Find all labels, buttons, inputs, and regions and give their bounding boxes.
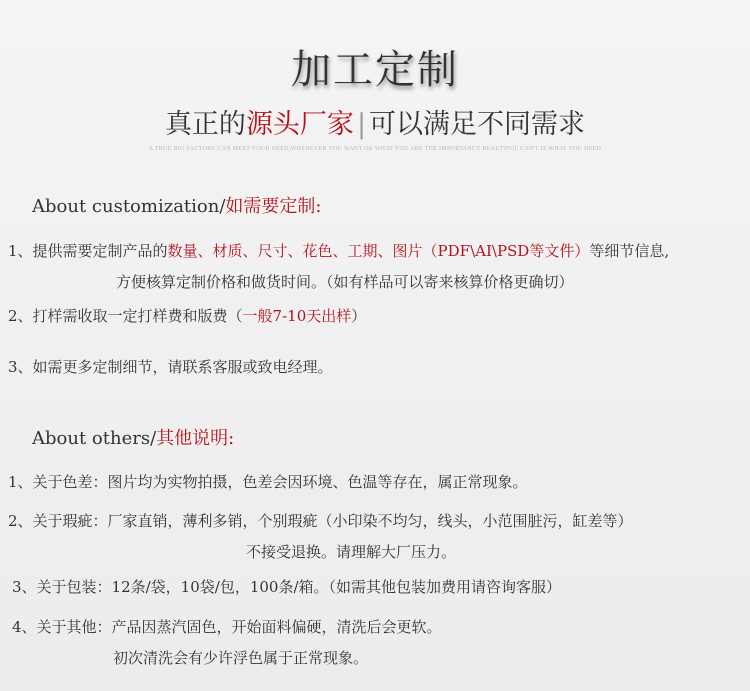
- others-heading-en: About others/: [32, 428, 157, 449]
- customization-item-3: 3、如需更多定制细节，请联系客服或致电经理。: [8, 358, 333, 376]
- others-heading-cn: 其他说明:: [156, 428, 235, 449]
- others-item-2: 2、关于瑕疵：厂家直销，薄利多销，个别瑕疵（小印染不均匀，线头，小范围脏污，缸差等）: [8, 512, 633, 530]
- customization-item-2-suffix: ）: [351, 307, 367, 325]
- tagline: A TRUE BIG FACTORY CAN MEET YOUR NEED,WHENEVER YOU WANT OR WHAT YOU ARE THE IMPORTANCY BEAUTIFUL CAN'T IS WHAT YOU NEED: [148, 146, 602, 152]
- subtitle-highlight: 源头厂家: [245, 109, 354, 140]
- others-item-4: 4、关于其他：产品因蒸汽固色，开始面料偏硬，清洗后会更软。: [12, 618, 442, 636]
- others-heading: [32, 424, 234, 450]
- customization-item-1-line2: 方便核算定制价格和做货时间。（如有样品可以寄来核算价格更确切）: [116, 273, 574, 291]
- others-item-1: 1、关于色差：图片均为实物拍摄，色差会因环境、色温等存在，属正常现象。: [8, 473, 528, 491]
- customization-item-1-suffix: 等细节信息,: [589, 242, 670, 260]
- subtitle-separator: |: [356, 109, 367, 140]
- customization-heading-en: About customization/: [32, 196, 226, 217]
- subtitle-part1: 真正的: [164, 109, 246, 140]
- page-subtitle: [0, 102, 750, 141]
- customization-item-2-highlight: 一般7-10天出样: [242, 307, 352, 325]
- customization-heading: [32, 192, 322, 218]
- customization-item-2: [8, 305, 366, 326]
- customization-item-1-highlight: 数量、材质、尺寸、花色、工期、图片（PDF\AI\PSD等文件）: [167, 242, 590, 260]
- others-item-3: 3、关于包装：12条/袋，10袋/包，100条/箱。（如需其他包装加费用请咨询客服）: [12, 578, 562, 596]
- customization-heading-cn: 如需要定制:: [225, 196, 322, 217]
- others-item-4-line2: 初次清洗会有少许浮色属于正常现象。: [113, 649, 369, 667]
- customization-item-2-prefix: 2、打样需收取一定打样费和版费（: [8, 307, 243, 325]
- page-title: 加工定制: [291, 47, 459, 93]
- customization-item-1: [8, 240, 669, 261]
- customization-item-1-prefix: 1、提供需要定制产品的: [8, 242, 168, 260]
- others-item-2-line2: 不接受退换。请理解大厂压力。: [246, 543, 457, 561]
- subtitle-part2: 可以满足不同需求: [369, 109, 586, 140]
